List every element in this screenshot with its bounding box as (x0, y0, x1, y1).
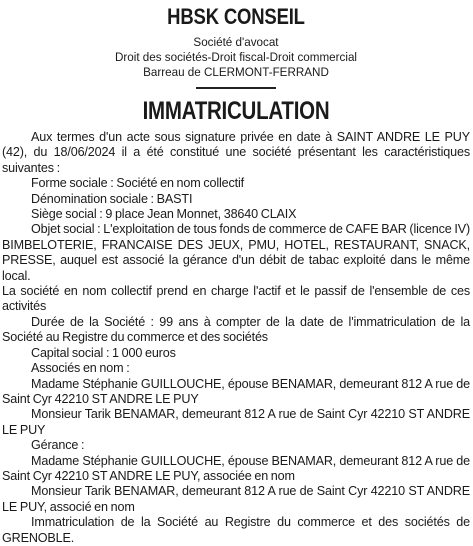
paragraph-legal-form: Forme sociale : Société en nom collectif (31, 176, 244, 191)
firm-name: HBSK CONSEIL (167, 4, 305, 29)
header-divider (196, 87, 276, 89)
paragraph-registration: Immatriculation de la Société au Registre du commerce et des sociétés de GRENOBLE. (2, 515, 470, 545)
paragraph-partner-2: Monsieur Tarik BENAMAR, demeurant 812 A rue de Saint Cyr 42210 ST ANDRE LE PUY (2, 407, 470, 437)
notice-title: IMMATRICULATION (142, 97, 330, 125)
paragraph-company-name: Dénomination sociale : BASTI (31, 191, 193, 206)
legal-notice (2, 0, 470, 546)
firm-bar: Barreau de CLERMONT-FERRAND (143, 65, 329, 79)
notice-body (2, 130, 470, 546)
paragraph-share-capital: Capital social : 1 000 euros (31, 345, 176, 360)
paragraph-manager-2: Monsieur Tarik BENAMAR, demeurant 812 A rue de Saint Cyr 42210 ST ANDRE LE PUY, associé en nom (2, 484, 470, 514)
paragraph-assets-liabilities: La société en nom collectif prend en charge l'actif et le passif de l'ensemble de ces activités (2, 284, 470, 314)
paragraph-head-office: Siège social : 9 place Jean Monnet, 38640 CLAIX (31, 207, 297, 222)
paragraph-partners-heading: Associés en nom : (31, 361, 130, 376)
firm-specialties: Droit des sociétés-Droit fiscal-Droit commercial (114, 50, 358, 64)
paragraph-duration: Durée de la Société : 99 ans à compter de la date de l'immatriculation de la Société au Registre du commerce et des sociétés (2, 314, 470, 345)
paragraph-corporate-purpose: Objet social : L'exploitation de tous fonds de commerce de CAFE BAR (licence IV) BIMBELOTERIE, FRANCAISE DES JEUX, PMU, HOTEL, RESTAURANT, SNACK, PRESSE, auquel est associé la gérance d'un débit de tabac exploité dans le même local. (2, 222, 470, 283)
paragraph-management-heading: Gérance : (31, 438, 85, 453)
firm-type: Société d'avocat (193, 35, 279, 49)
paragraph-partner-1: Madame Stéphanie GUILLOUCHE, épouse BENAMAR, demeurant 812 A rue de Saint Cyr 42210 ST ANDRE LE PUY (2, 376, 470, 406)
paragraph-intro: Aux termes d'un acte sous signature privée en date à SAINT ANDRE LE PUY (42), du 18/06/2024 il a été constitué une société présentant les caractéristiques suivantes : (2, 130, 470, 175)
paragraph-manager-1: Madame Stéphanie GUILLOUCHE, épouse BENAMAR, demeurant 812 A rue de Saint Cyr 42210 ST ANDRE LE PUY, associée en nom (2, 453, 470, 483)
